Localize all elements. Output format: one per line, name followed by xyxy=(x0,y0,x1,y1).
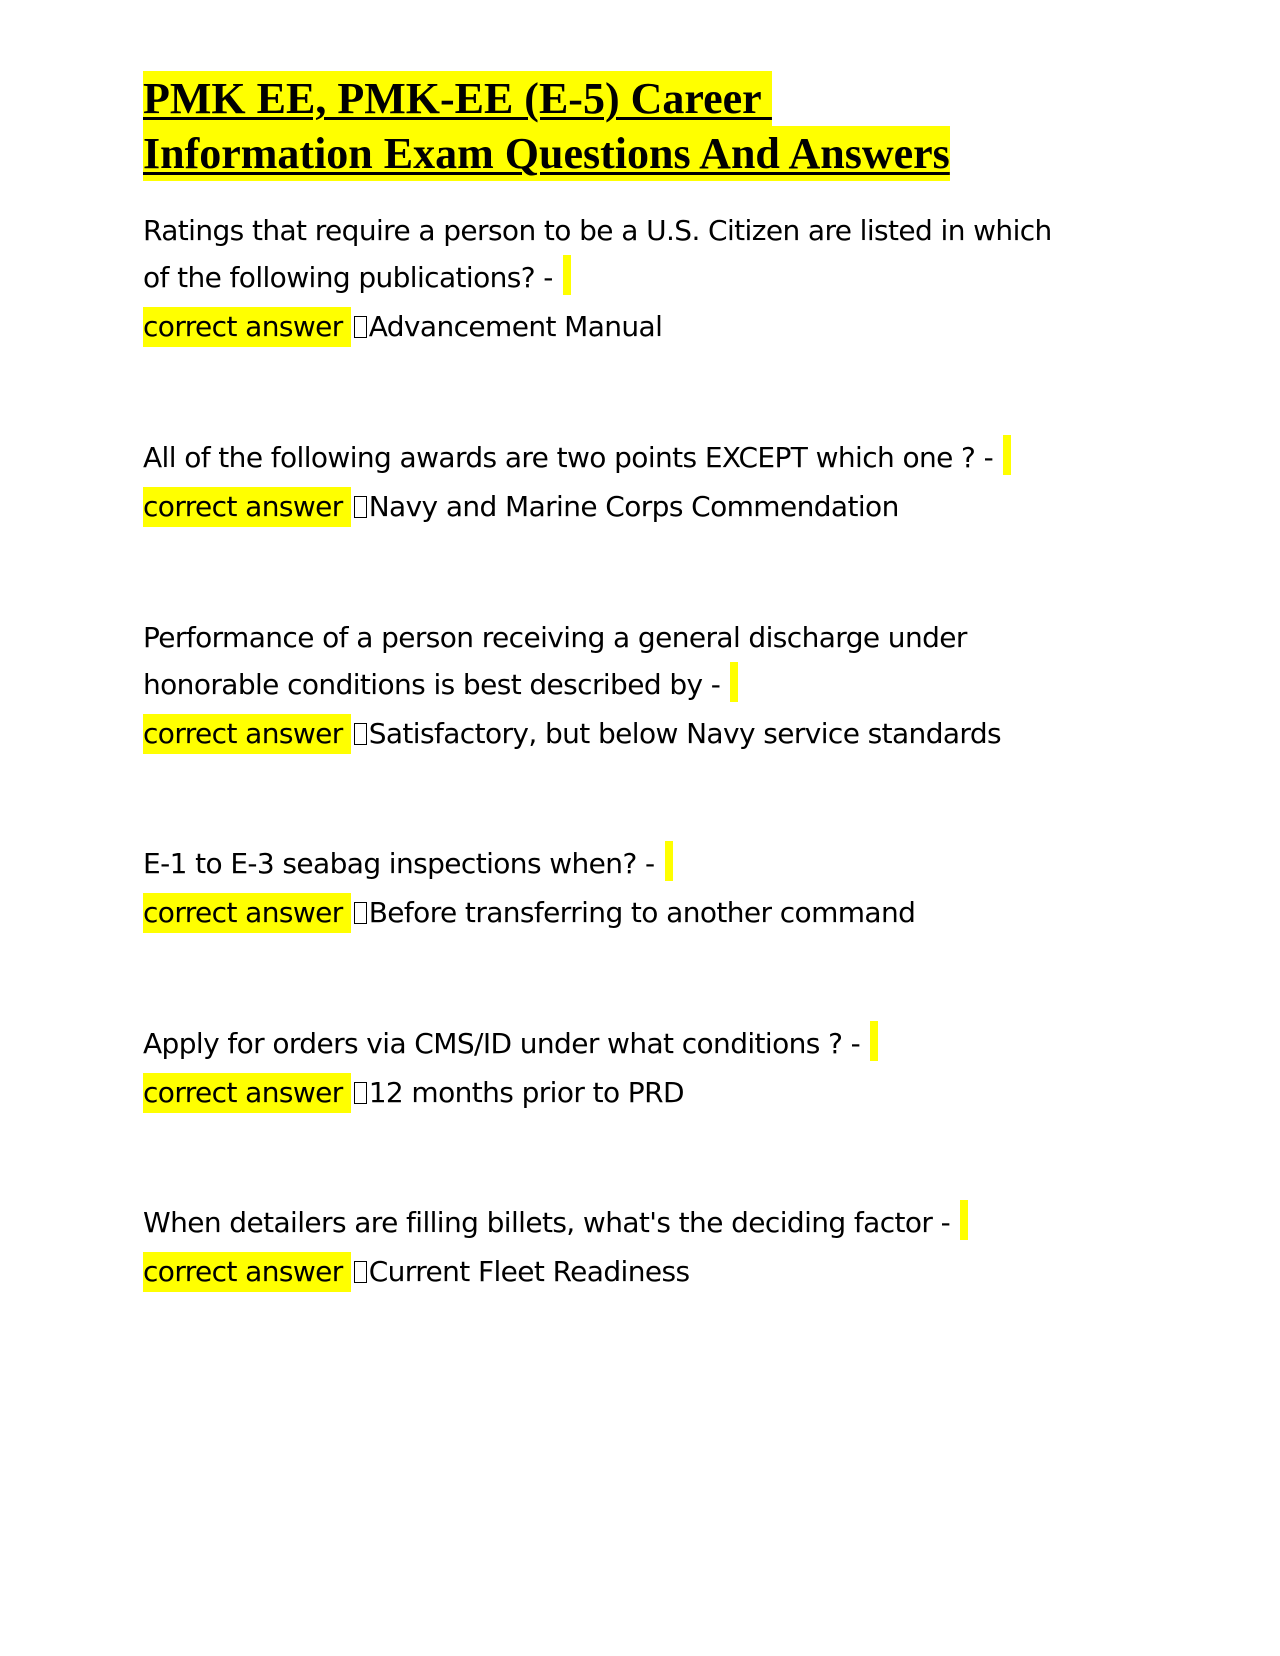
qa-item-6 xyxy=(143,1199,1143,1292)
missing-glyph-icon xyxy=(354,723,367,745)
answer-row xyxy=(143,307,1143,347)
question-line: of the following publications? - xyxy=(143,261,553,294)
question-line: E-1 to E-3 seabag inspections when? - xyxy=(143,847,655,880)
correct-answer-label: correct answer xyxy=(143,893,351,933)
answer-row xyxy=(143,893,1143,933)
document-title xyxy=(143,71,1143,181)
correct-answer-label: correct answer xyxy=(143,1073,351,1113)
question-text xyxy=(143,614,1143,708)
missing-glyph-icon xyxy=(354,902,367,924)
question-line: Ratings that require a person to be a U.S. Citizen are listed in which xyxy=(143,214,1052,247)
answer-text: Before transferring to another command xyxy=(368,896,916,929)
answer-text: Navy and Marine Corps Commendation xyxy=(368,490,899,523)
correct-answer-label: correct answer xyxy=(143,714,351,754)
question-text xyxy=(143,1020,1143,1067)
question-line: When detailers are filling billets, what's the deciding factor - xyxy=(143,1206,951,1239)
highlight-marker xyxy=(1003,435,1011,475)
missing-glyph-icon xyxy=(354,1261,367,1283)
highlight-marker xyxy=(665,841,673,881)
highlight-marker xyxy=(730,662,738,702)
answer-row xyxy=(143,1073,1143,1113)
question-line: All of the following awards are two points EXCEPT which one ? - xyxy=(143,441,994,474)
answer-row xyxy=(143,1252,1143,1292)
question-text xyxy=(143,434,1143,481)
highlight-marker xyxy=(870,1021,878,1061)
answer-text: Advancement Manual xyxy=(368,310,663,343)
qa-item-5 xyxy=(143,1020,1143,1113)
correct-answer-label: correct answer xyxy=(143,487,351,527)
title-line-1: PMK EE, PMK-EE (E-5) Career xyxy=(143,71,772,126)
qa-item-3 xyxy=(143,614,1143,754)
question-line: Performance of a person receiving a general discharge under xyxy=(143,621,967,654)
answer-row xyxy=(143,487,1143,527)
highlight-marker xyxy=(960,1200,968,1240)
highlight-marker xyxy=(563,255,571,295)
answer-text: Current Fleet Readiness xyxy=(368,1255,690,1288)
qa-item-4 xyxy=(143,840,1143,933)
missing-glyph-icon xyxy=(354,1082,367,1104)
qa-item-1 xyxy=(143,207,1143,347)
question-line: Apply for orders via CMS/ID under what conditions ? - xyxy=(143,1027,861,1060)
qa-item-2 xyxy=(143,434,1143,527)
answer-text: Satisfactory, but below Navy service standards xyxy=(368,717,1002,750)
question-text xyxy=(143,1199,1143,1246)
missing-glyph-icon xyxy=(354,316,367,338)
question-text xyxy=(143,207,1143,301)
question-line: honorable conditions is best described by - xyxy=(143,668,721,701)
answer-text: 12 months prior to PRD xyxy=(368,1076,684,1109)
correct-answer-label: correct answer xyxy=(143,1252,351,1292)
question-text xyxy=(143,840,1143,887)
correct-answer-label: correct answer xyxy=(143,307,351,347)
missing-glyph-icon xyxy=(354,496,367,518)
title-line-2: Information Exam Questions And Answers xyxy=(143,126,950,181)
answer-row xyxy=(143,714,1143,754)
